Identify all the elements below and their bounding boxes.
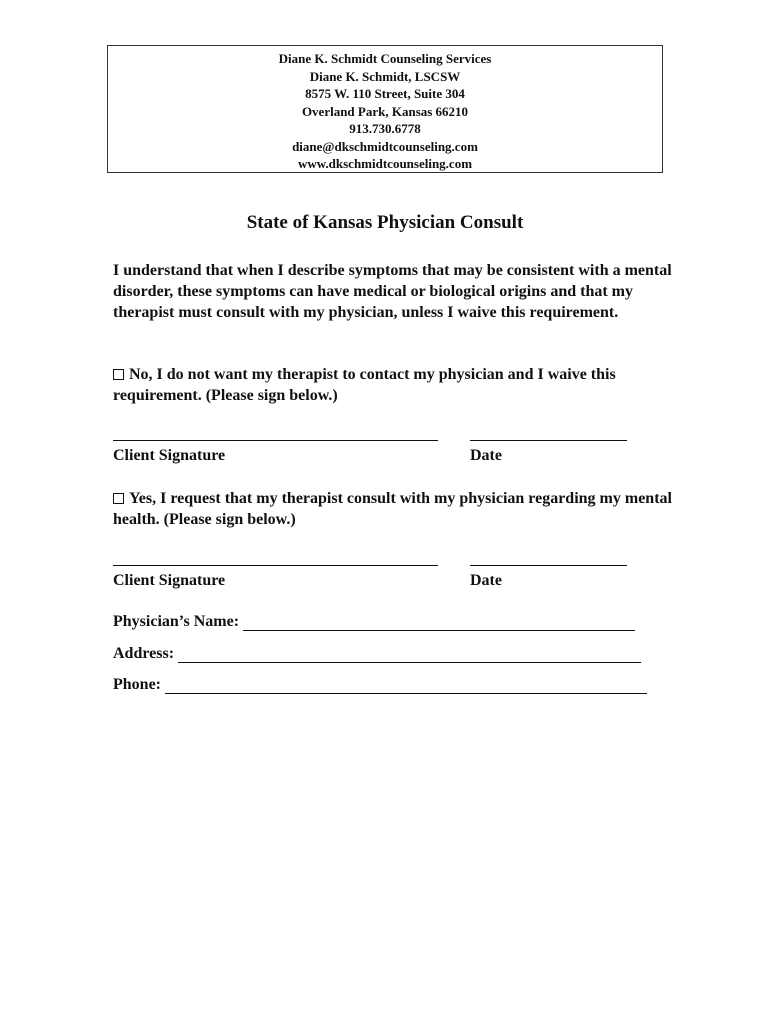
phone-field[interactable] <box>165 680 647 694</box>
yes-date-label: Date <box>470 572 502 589</box>
address-label: Address: <box>113 645 175 662</box>
intro-paragraph: I understand that when I describe symptoms that may be consistent with a mental disorder, these symptoms can have medical or biological origins and that my therapist must consult with my physician, unless I waive this requirement. <box>113 262 672 321</box>
yes-signature-line[interactable] <box>113 565 438 566</box>
yes-signature-label: Client Signature <box>113 572 226 589</box>
clinician-name: Diane K. Schmidt, LSCSW <box>309 68 461 84</box>
address-row <box>113 645 641 663</box>
no-date-label: Date <box>470 447 502 464</box>
no-date-line[interactable] <box>470 440 627 441</box>
no-signature-label: Client Signature <box>113 447 226 464</box>
city-state-zip: Overland Park, Kansas 66210 <box>301 103 469 119</box>
yes-checkbox[interactable] <box>113 493 124 504</box>
physician-name-label: Physician’s Name: <box>113 613 240 630</box>
physician-name-row <box>113 613 635 631</box>
no-checkbox[interactable] <box>113 369 124 380</box>
page-title: State of Kansas Physician Consult <box>246 212 524 233</box>
option-yes <box>113 488 673 530</box>
option-no <box>113 364 673 406</box>
email-address: diane@dkschmidtcounseling.com <box>292 138 478 154</box>
yes-date-line[interactable] <box>470 565 627 566</box>
option-yes-text: Yes, I request that my therapist consult with my physician regarding my mental health. (Please sign below.) <box>113 490 672 528</box>
practice-name: Diane K. Schmidt Counseling Services <box>278 51 492 66</box>
option-no-text: No, I do not want my therapist to contact my physician and I waive this requirement. (Please sign below.) <box>113 366 616 404</box>
letterhead <box>107 45 663 173</box>
phone-label: Phone: <box>113 676 161 693</box>
physician-name-field[interactable] <box>243 617 635 631</box>
website: www.dkschmidtcounseling.com <box>297 156 473 171</box>
phone-number: 913.730.6778 <box>349 121 421 136</box>
street-address: 8575 W. 110 Street, Suite 304 <box>305 86 465 101</box>
no-signature-line[interactable] <box>113 440 438 441</box>
phone-row <box>113 676 647 694</box>
address-field[interactable] <box>178 649 641 663</box>
